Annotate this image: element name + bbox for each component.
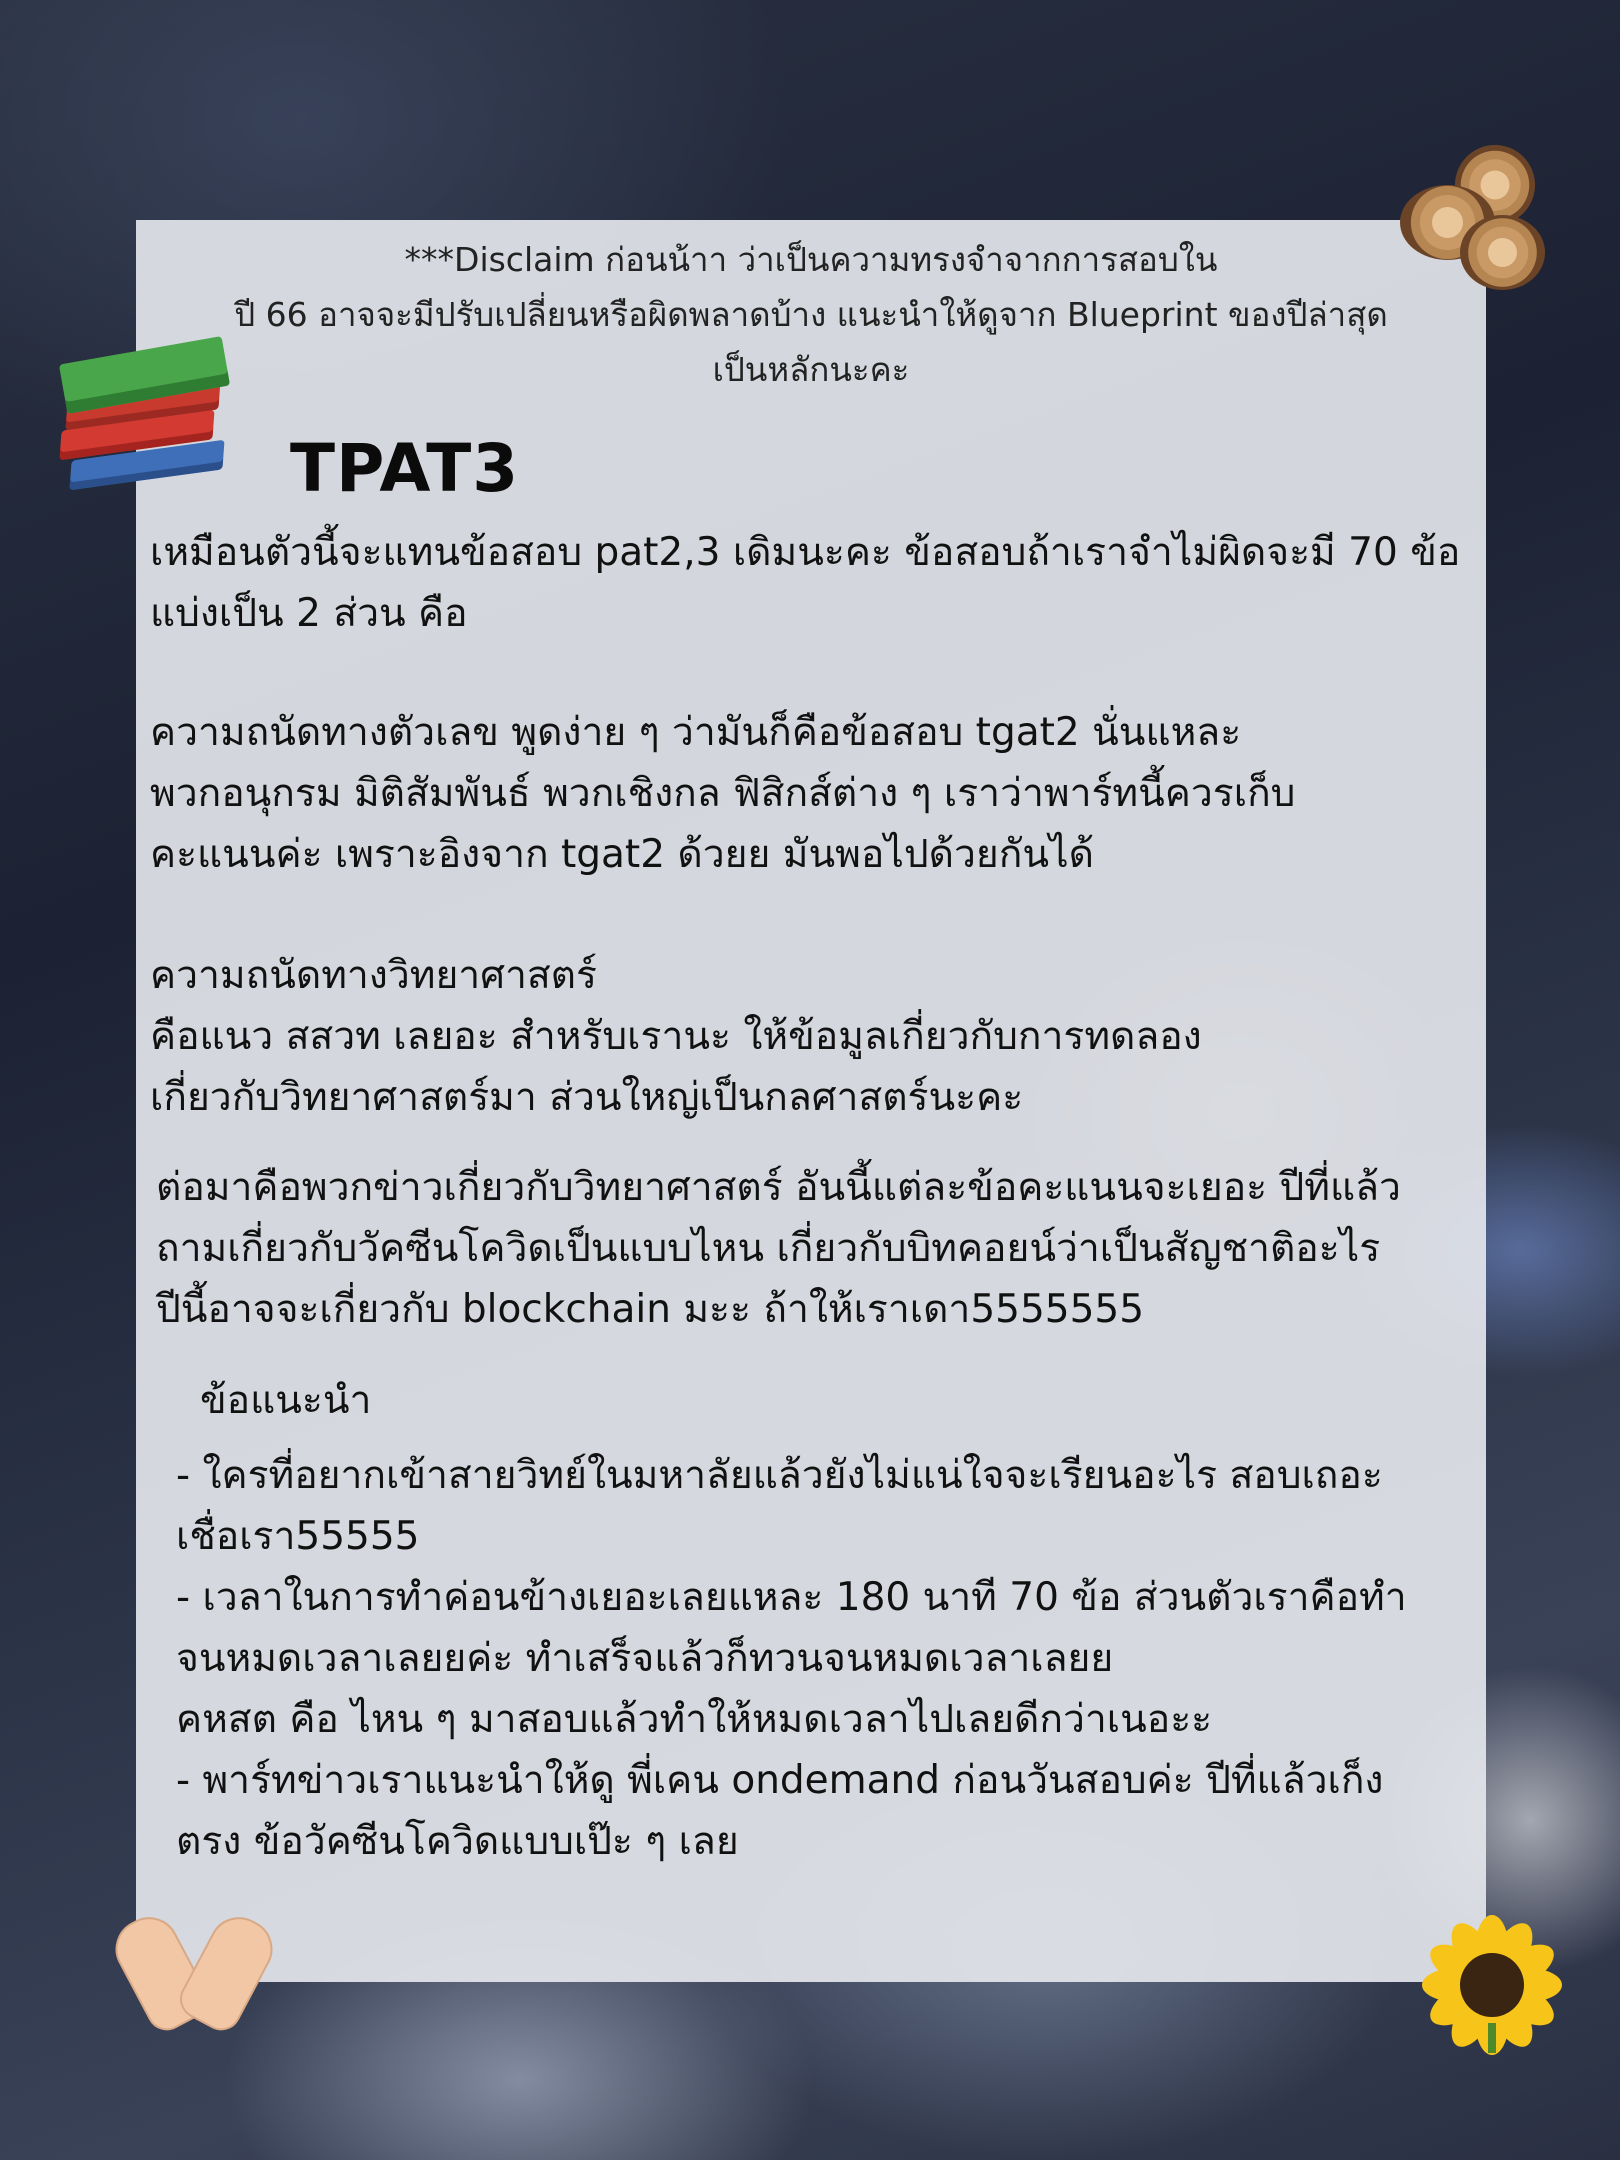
- text-line: คะแนนค่ะ เพราะอิงจาก tgat2 ด้วยย มันพอไปด้วยกันได้: [150, 832, 1094, 877]
- text-line: ถามเกี่ยวกับวัคซีนโควิดเป็นแบบไหน เกี่ยวกับบิทคอยน์ว่าเป็นสัญชาติอะไร: [156, 1226, 1381, 1271]
- text-line: ความถนัดทางตัวเลข พูดง่าย ๆ ว่ามันก็คือข้อสอบ tgat2 นั่นแหละ: [150, 710, 1242, 755]
- text-line: - พาร์ทข่าวเราแนะนำให้ดู พี่เคน ondemand ก่อนวันสอบค่ะ ปีที่แล้วเก็ง: [176, 1758, 1384, 1803]
- text-line: เกี่ยวกับวิทยาศาสตร์มา ส่วนใหญ่เป็นกลศาสตร์นะคะ: [150, 1075, 1024, 1120]
- disclaimer-line: เป็นหลักนะคะ: [712, 350, 910, 389]
- page-title: TPAT3: [290, 430, 520, 507]
- text-line: ปีนี้อาจจะเกี่ยวกับ blockchain มะะ ถ้าให้เราเดา5555555: [156, 1287, 1145, 1332]
- text-line: จนหมดเวลาเลยยค่ะ ทำเสร็จแล้วก็ทวนจนหมดเวลาเลยย: [176, 1636, 1114, 1681]
- text-line: ตรง ข้อวัคซีนโควิดแบบเป๊ะ ๆ เลย: [176, 1819, 739, 1864]
- advice-list: [176, 1445, 1407, 1872]
- text-line: แบ่งเป็น 2 ส่วน คือ: [150, 591, 468, 636]
- text-line: เหมือนตัวนี้จะแทนข้อสอบ pat2,3 เดิมนะคะ ข้อสอบถ้าเราจำไม่ผิดจะมี 70 ข้อ: [150, 530, 1461, 575]
- advice-heading: ข้อแนะนำ: [200, 1378, 372, 1423]
- text-line: คือแนว สสวท เลยอะ สำหรับเรานะ ให้ข้อมูลเกี่ยวกับการทดลอง: [150, 1014, 1202, 1059]
- disclaimer: [136, 232, 1486, 397]
- text-line: เชื่อเรา55555: [176, 1514, 420, 1559]
- books-icon: [62, 350, 242, 510]
- intro-paragraph: [150, 522, 1460, 644]
- disclaimer-line: ปี 66 อาจจะมีปรับเปลี่ยนหรือผิดพลาดบ้าง แนะนำให้ดูจาก Blueprint ของปีล่าสุด: [234, 295, 1388, 334]
- science-news-paragraph: [156, 1157, 1401, 1340]
- numeric-aptitude-paragraph: [150, 702, 1295, 885]
- text-line: คหสต คือ ไหน ๆ มาสอบแล้วทำให้หมดเวลาไปเลยดีกว่าเนอะะ: [176, 1697, 1213, 1742]
- science-aptitude-paragraph: [150, 945, 1202, 1128]
- disclaimer-line: ***Disclaim ก่อนน้าา ว่าเป็นความทรงจำจากการสอบใน: [404, 240, 1218, 279]
- text-line: - ใครที่อยากเข้าสายวิทย์ในมหาลัยแล้วยังไม่แน่ใจจะเรียนอะไร สอบเถอะ: [176, 1453, 1383, 1498]
- text-line: พวกอนุกรม มิติสัมพันธ์ พวกเชิงกล ฟิสิกส์ต่าง ๆ เราว่าพาร์ทนี้ควรเก็บ: [150, 771, 1296, 816]
- sunflower-icon: [1402, 1895, 1582, 2045]
- text-line: - เวลาในการทำค่อนข้างเยอะเลยแหละ 180 นาที 70 ข้อ ส่วนตัวเราคือทำ: [176, 1575, 1407, 1620]
- text-line: ความถนัดทางวิทยาศาสตร์: [150, 953, 597, 998]
- wood-logs-icon: [1400, 145, 1550, 295]
- heart-hands-icon: [118, 1905, 268, 2035]
- text-line: ต่อมาคือพวกข่าวเกี่ยวกับวิทยาศาสตร์ อันนี้แต่ละข้อคะแนนจะเยอะ ปีที่แล้ว: [156, 1165, 1401, 1210]
